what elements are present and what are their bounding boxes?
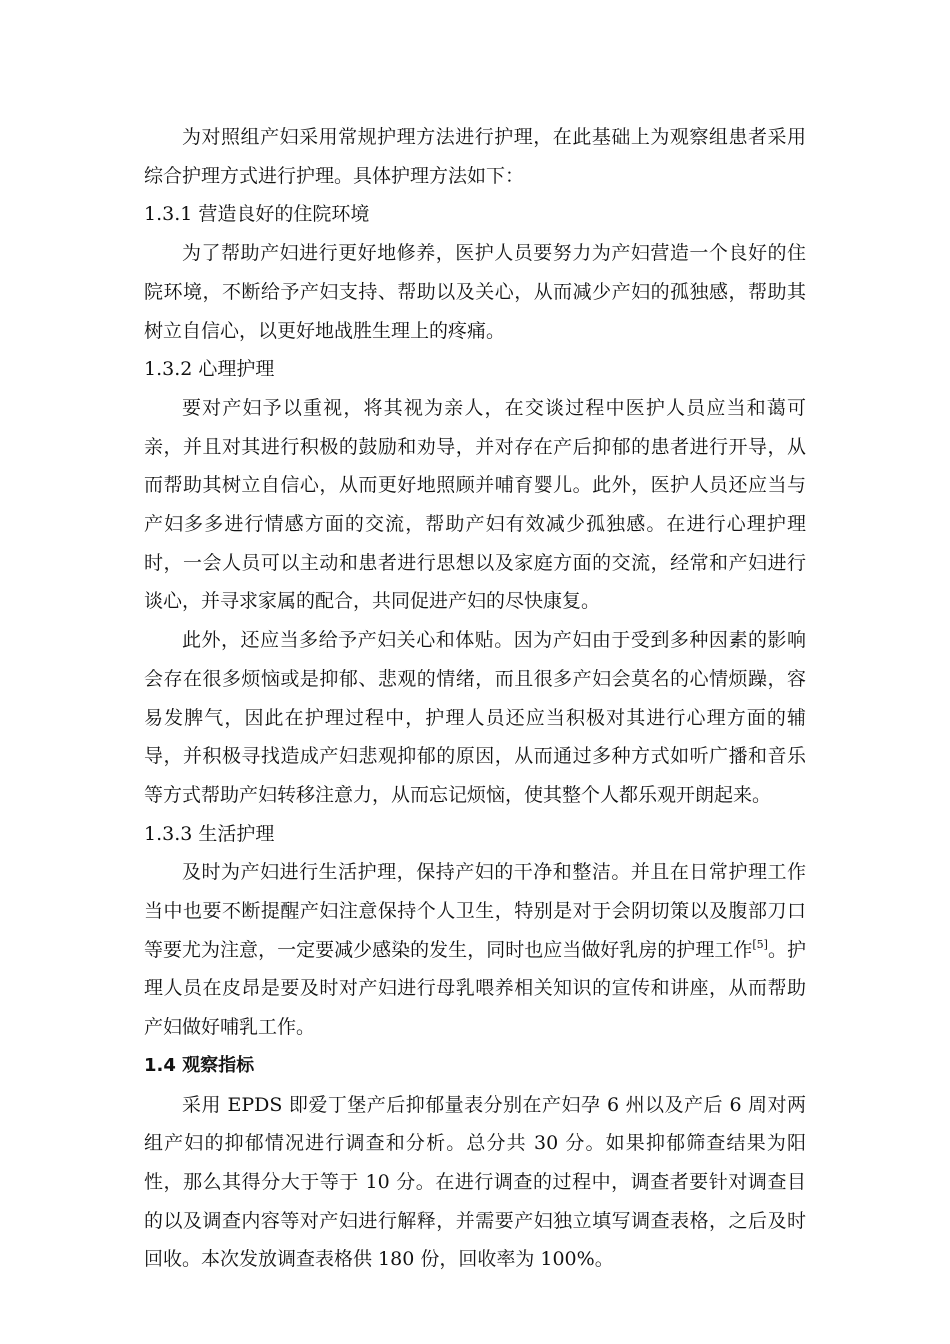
paragraph-text-part1: 及时为产妇进行生活护理，保持产妇的干净和整洁。并且在日常护理工作当中也要不断提醒产妇注意保持个人卫生，特别是对于会阴切策以及腹部刀口等要尤为注意，一定要减少感染的发生，同时也应当做好乳房的护理工作	[144, 861, 806, 961]
citation-reference: [5]	[752, 937, 768, 951]
document-page	[144, 118, 806, 1279]
section-paragraph-1-3-3	[144, 853, 806, 1047]
section-heading-1-4: 1.4 观察指标	[144, 1054, 255, 1076]
section-paragraph-1-3-2-a: 要对产妇予以重视，将其视为亲人，在交谈过程中医护人员应当和蔼可亲，并且对其进行积极的鼓励和劝导，并对存在产后抑郁的患者进行开导，从而帮助其树立自信心，从而更好地照顾并哺育婴儿。此外，医护人员还应当与产妇多多进行情感方面的交流，帮助产妇有效减少孤独感。在进行心理护理时，一会人员可以主动和患者进行思想以及家庭方面的交流，经常和产妇进行谈心，并寻求家属的配合，共同促进产妇的尽快康复。	[144, 396, 806, 613]
section-paragraph-1-3-1: 为了帮助产妇进行更好地修养，医护人员要努力为产妇营造一个良好的住院环境，不断给予产妇支持、帮助以及关心，从而减少产妇的孤独感，帮助其树立自信心，以更好地战胜生理上的疼痛。	[144, 242, 806, 342]
section-paragraph-1-3-2-b: 此外，还应当多给予产妇关心和体贴。因为产妇由于受到多种因素的影响会存在很多烦恼或是抑郁、悲观的情绪，而且很多产妇会莫名的心情烦躁，容易发脾气，因此在护理过程中，护理人员还应当积极对其进行心理方面的辅导，并积极寻找造成产妇悲观抑郁的原因，从而通过多种方式如听广播和音乐等方式帮助产妇转移注意力，从而忘记烦恼，使其整个人都乐观开朗起来。	[144, 629, 806, 806]
paragraph-text-part2: 。护理人员在皮昂是要及时对产妇进行母乳喂养相关知识的宣传和讲座，从而帮助产妇做好哺乳工作。	[144, 938, 806, 1039]
section-heading-1-3-1: 1.3.1 营造良好的住院环境	[144, 203, 370, 226]
section-heading-1-3-2: 1.3.2 心理护理	[144, 358, 275, 381]
section-paragraph-1-4: 采用 EPDS 即爱丁堡产后抑郁量表分别在产妇孕 6 州以及产后 6 周对两组产妇的抑郁情况进行调查和分析。总分共 30 分。如果抑郁筛查结果为阳性，那么其得分大于等于 10 分。在进行调查的过程中，调查者要针对调查目的以及调查内容等对产妇进行解释，并需要产妇独立填写调查表格，之后及时回收。本次发放调查表格供 180 份，回收率为 100%。	[144, 1093, 806, 1271]
intro-paragraph: 为对照组产妇采用常规护理方法进行护理，在此基础上为观察组患者采用综合护理方式进行护理。具体护理方法如下：	[144, 126, 806, 187]
section-heading-1-3-3: 1.3.3 生活护理	[144, 822, 275, 845]
